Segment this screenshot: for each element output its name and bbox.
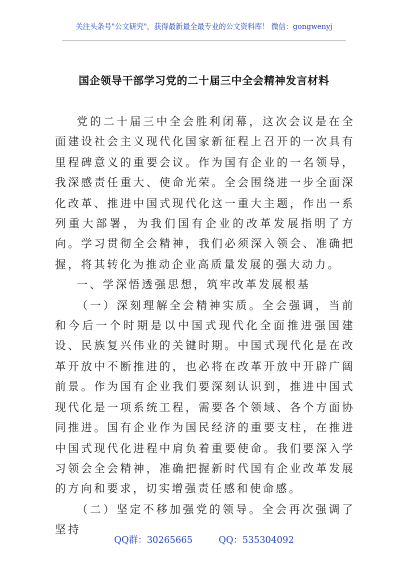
section-heading-1: 一、学深悟透强思想，筑牢改革发展根基 — [76, 278, 311, 292]
paragraph-intro: 党的二十届三中全会胜利闭幕，这次会议是在全面建设社会主义现代化国家新征程上召开的一次具有里程碑意义的重要会议。作为国有企业的一名领导，我深感责任重大、使命光荣。全会围绕进一步全面深化改革、推进中国式现代化这一重大主题，作出一系列重大部署，为我们国有企业的改革发展指明了方向。学习贯彻全会精神，我们必须深入领会、准确把握，将其转化为推动企业高质量发展的强大动力。 — [55, 115, 355, 271]
paragraph-subsection-2: （二）坚定不移加强党的领导。全会再次强调了坚持 — [55, 502, 355, 537]
footer-contact — [0, 533, 408, 546]
header-banner: 关注头条号"公文研究"，获得最新最全最专业的公文资料库！ 微信：gongwenyj — [75, 22, 333, 31]
footer-qq: QQ：535304092 — [218, 536, 294, 546]
document-body — [55, 112, 355, 541]
document-body-viewport — [0, 108, 408, 537]
document-title: 国企领导干部学习党的二十届三中全会精神发言材料 — [78, 75, 330, 87]
paragraph-subsection-1: （一）深刻理解全会精神实质。全会强调，当前和今后一个时期是以中国式现代化全面推进强国建设、民族复兴伟业的关键时期。中国式现代化是在改革开放中不断推进的，也必将在改革开放中开辟广阔前景。作为国有企业我们要深刻认识到，推进中国式现代化是一项系统工程，需要各个领域、各个方面协同推进。国有企业作为国民经济的重要支柱，在推进中国式现代化进程中肩负着重要使命。我们要深入学习领会全会精神，准确把握新时代国有企业改革发展的方向和要求，切实增强责任感和使命感。 — [55, 298, 355, 496]
footer-qq-group: QQ群：30265665 — [114, 536, 193, 546]
header-divider — [62, 40, 346, 41]
